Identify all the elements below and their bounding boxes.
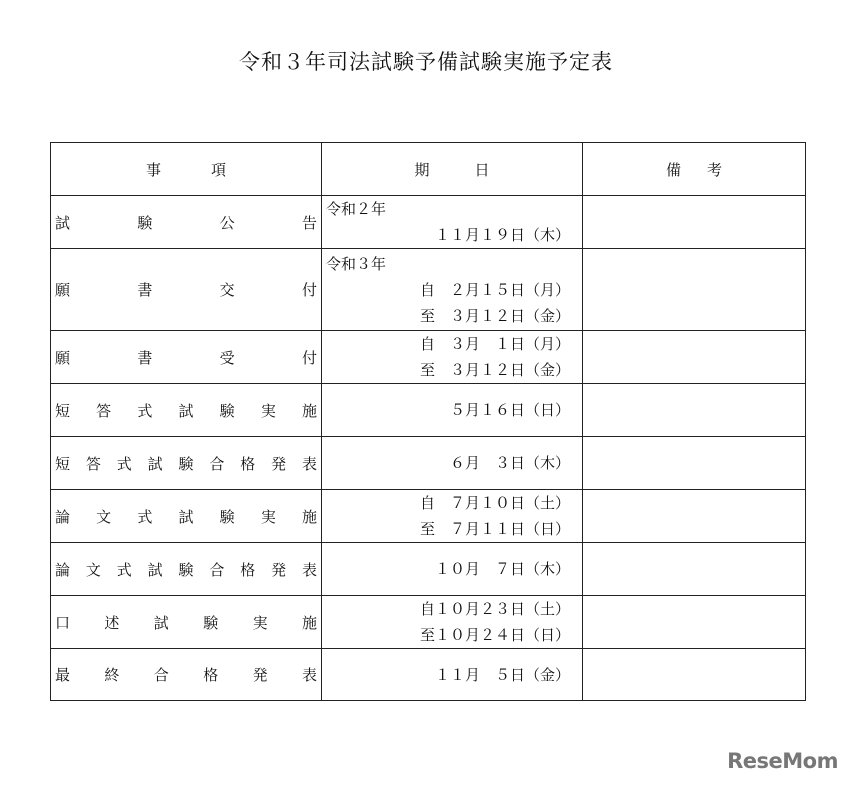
- table-row: [51, 649, 806, 701]
- table-row: [51, 490, 806, 543]
- item-label: 最終合格発表: [55, 666, 317, 684]
- header-date: [322, 143, 583, 196]
- page-title: 令和３年司法試験予備試験実施予定表: [239, 50, 613, 74]
- date-line: 至 ７月１１日（日）: [419, 520, 570, 538]
- header-char: 項: [210, 160, 226, 179]
- header-char: 考: [706, 160, 722, 179]
- date-line: 令和３年: [326, 254, 387, 273]
- date-cell: [322, 649, 583, 701]
- table-row: [51, 437, 806, 490]
- header-char: 事: [145, 160, 161, 179]
- item-cell: [51, 384, 322, 437]
- header-char: 期: [414, 160, 430, 179]
- date-line: １１月１９日（木）: [434, 226, 570, 244]
- item-label: 口述試験実施: [55, 613, 317, 632]
- date-cell: [322, 196, 583, 249]
- item-cell: [51, 649, 322, 701]
- table-header-row: [51, 143, 806, 196]
- date-line: 自 ２月１５日（月）: [419, 280, 570, 299]
- item-label: 短答式試験実施: [55, 401, 317, 420]
- date-line: 自 ３月 １日（月）: [419, 335, 570, 353]
- item-cell: [51, 490, 322, 543]
- resemom-logo: ReseMom: [727, 749, 838, 773]
- item-label: 論文式試験合格発表: [55, 560, 317, 579]
- date-line: 自 ７月１０日（土）: [419, 494, 570, 512]
- date-line: １０月 ７日（木）: [434, 560, 570, 578]
- date-line: 至 ３月１２日（金）: [419, 361, 570, 379]
- date-cell: [322, 437, 583, 490]
- schedule-table: [50, 142, 806, 701]
- header-remarks: [583, 143, 806, 196]
- header-item: [51, 143, 322, 196]
- date-cell: [322, 596, 583, 649]
- item-cell: [51, 196, 322, 249]
- remarks-cell: [583, 196, 806, 249]
- remarks-cell: [583, 384, 806, 437]
- item-cell: [51, 543, 322, 596]
- date-line: 自１０月２３日（土）: [419, 600, 570, 618]
- header-char: 日: [474, 160, 490, 179]
- item-cell: [51, 331, 322, 384]
- remarks-cell: [583, 437, 806, 490]
- table-row: [51, 196, 806, 249]
- item-label: 短答式試験合格発表: [55, 454, 317, 473]
- header-char: 備: [665, 160, 681, 179]
- date-line: １１月 ５日（金）: [434, 665, 570, 684]
- date-line: 至１０月２４日（日）: [419, 626, 570, 644]
- date-line: 至 ３月１２日（金）: [419, 306, 570, 325]
- item-label: 願書交付: [55, 281, 317, 299]
- remarks-cell: [583, 543, 806, 596]
- table-row: [51, 249, 806, 331]
- remarks-cell: [583, 249, 806, 331]
- item-label: 願書受付: [55, 348, 317, 367]
- item-cell: [51, 596, 322, 649]
- date-cell: [322, 490, 583, 543]
- date-cell: [322, 249, 583, 331]
- date-line: ６月 ３日（木）: [449, 454, 570, 472]
- item-label: 論文式試験実施: [55, 507, 317, 526]
- item-cell: [51, 437, 322, 490]
- remarks-cell: [583, 490, 806, 543]
- table-row: [51, 384, 806, 437]
- table-row: [51, 331, 806, 384]
- remarks-cell: [583, 649, 806, 701]
- table-row: [51, 596, 806, 649]
- date-cell: [322, 384, 583, 437]
- date-cell: [322, 331, 583, 384]
- remarks-cell: [583, 331, 806, 384]
- item-cell: [51, 249, 322, 331]
- item-label: 試験公告: [55, 213, 317, 232]
- remarks-cell: [583, 596, 806, 649]
- date-cell: [322, 543, 583, 596]
- table-row: [51, 543, 806, 596]
- date-line: ５月１６日（日）: [449, 401, 570, 419]
- date-line: 令和２年: [326, 200, 387, 218]
